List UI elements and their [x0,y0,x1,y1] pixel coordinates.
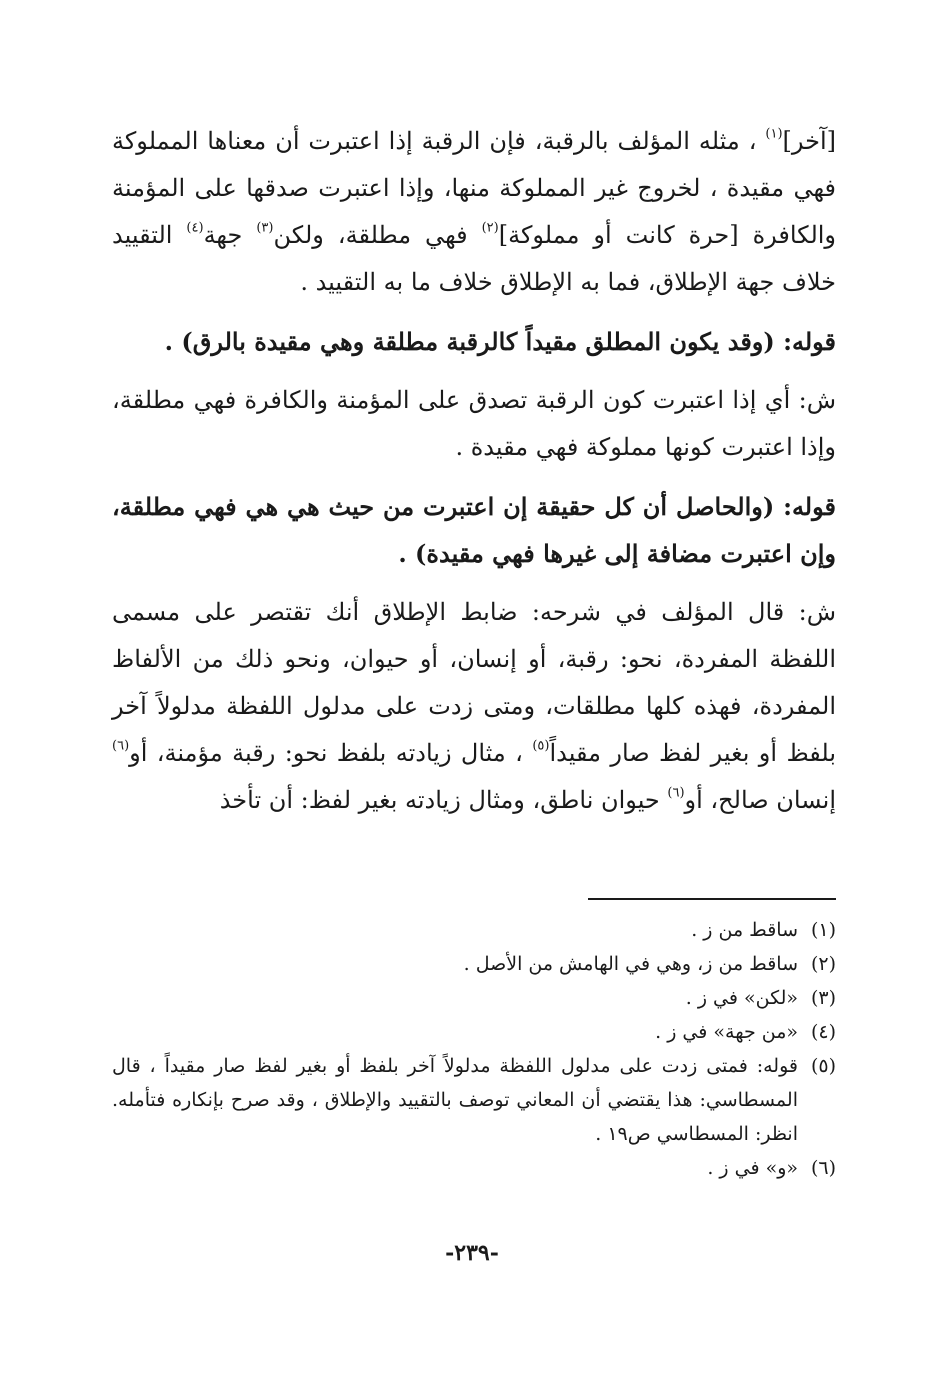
footnote-text: «من جهة» في ز . [655,1021,798,1043]
paragraph-3 [112,589,836,824]
footnote-2 [112,947,836,981]
footnote-ref: (٦) [112,738,130,754]
paragraph-text: فهي مطلقة، ولكن [273,221,482,249]
footnote-number: (٣) [810,987,836,1009]
paragraph-text: جهة [203,221,257,249]
paragraph-1 [112,118,836,306]
footnote-4 [112,1015,836,1049]
footnote-text: «و» في ز . [707,1157,798,1179]
quote-paragraph-2: قوله: (والحاصل أن كل حقيقة إن اعتبرت من حيث هي هي فهي مطلقة، وإن اعتبرت مضافة إلى غيرها فهي مقيدة) . [112,492,836,568]
footnote-number: (٦) [810,1157,836,1179]
footnote-number: (٤) [810,1021,836,1043]
footnote-ref: (١) [765,126,783,142]
main-text [112,118,836,824]
footnote-6 [112,1151,836,1185]
footnote-text: ساقط من ز، وهي في الهامش من الأصل . [463,953,798,975]
footnote-ref: (٥) [532,738,550,754]
paragraph-text: إنسان صالح، أو [684,786,836,814]
paragraph-text: ، مثال زيادته بلفظ نحو: رقبة مؤمنة، أو [129,739,533,767]
quote-paragraph-1: قوله: (وقد يكون المطلق مقيداً كالرقبة مطلقة وهي مقيدة بالرق) . [164,327,836,356]
paragraph-text: حيوان ناطق، ومثال زيادته بغير لفظ: أن تأخذ [219,786,668,814]
footnote-text: ساقط من ز . [691,919,798,941]
footnote-ref: (٤) [186,220,204,236]
footnote-number: (٥) [810,1055,836,1077]
footnote-number: (٢) [810,953,836,975]
footnotes [112,913,836,1185]
paragraph-text: التقييد خلاف جهة الإطلاق، فما به الإطلاق خلاف ما به التقييد . [112,221,836,296]
footnote-text: قوله: فمتى زدت على مدلول اللفظة مدلولاً آخر بلفظ أو بغير لفظ صار مقيداً ، قال المسطاسي: هذا يقتضي أن المعاني توصف بالتقييد والإطلاق ، وقد صرح بإنكاره فتأمله. انظر: المسطاسي ص١٩ . [112,1055,798,1145]
page-number: -٢٣٩- [445,1240,499,1266]
footnote-1 [112,913,836,947]
footnote-ref: (٢) [481,220,499,236]
paragraph-text: ، مثله المؤلف بالرقبة، فإن الرقبة إذا اعتبرت أن معناها المملوكة فهي مقيدة ، لخروج غير المملوكة منها، وإذا اعتبرت صدقها على المؤمنة والكافرة [حرة كانت أو مملوكة] [112,127,837,249]
footnote-number: (١) [810,919,836,941]
footnote-3 [112,981,836,1015]
paragraph-text: ش: قال المؤلف في شرحه: ضابط الإطلاق أنك تقتصر على مسمى اللفظة المفردة، نحو: رقبة، أو إنسان، أو حيوان، ونحو ذلك من الألفاظ المفردة، فهذه كلها مطلقات، ومتى زدت على مدلول اللفظة مدلولاً آخر بلفظ أو بغير لفظ صار مقيداً [112,598,836,767]
footnote-ref: (٦) [667,785,685,801]
footnote-ref: (٣) [256,220,274,236]
footnote-separator [588,898,836,900]
footnote-text: «لكن» في ز . [685,987,798,1009]
paragraph-2: ش: أي إذا اعتبرت كون الرقبة تصدق على المؤمنة والكافرة فهي مطلقة، وإذا اعتبرت كونها مملوكة فهي مقيدة . [112,386,836,461]
paragraph-text: [آخر] [782,127,836,155]
footnote-5 [112,1049,836,1151]
